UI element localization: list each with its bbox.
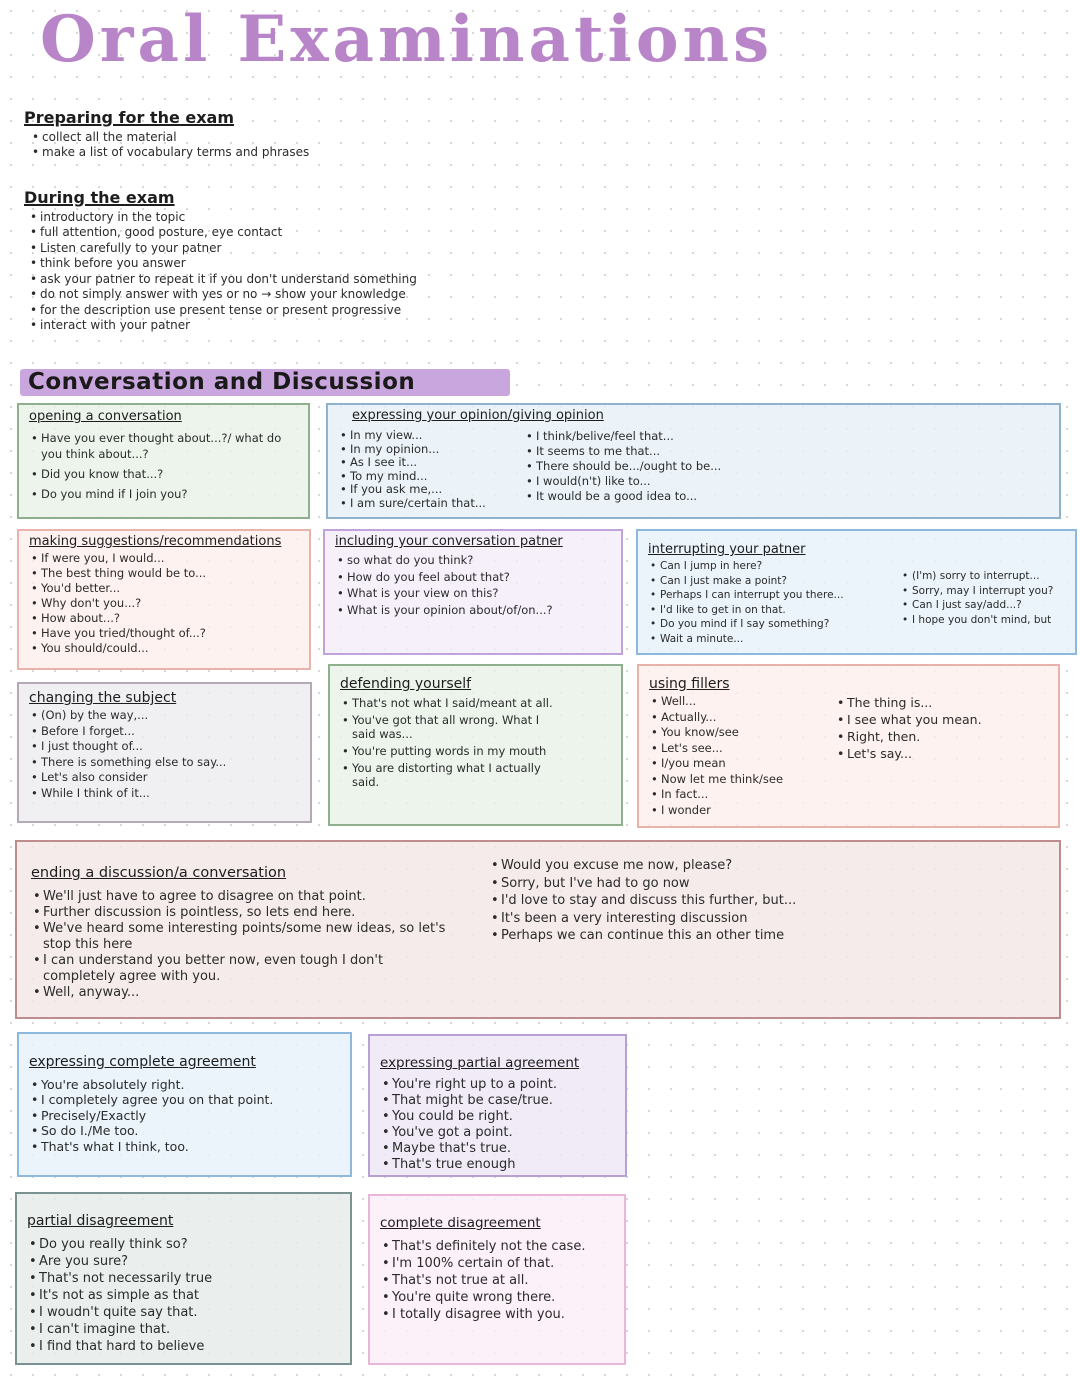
fillers-heading: using fillers (649, 676, 730, 692)
list-item: • do not simply answer with yes or no → show your knowledge (28, 287, 584, 303)
list-item: • Let's see... (649, 741, 835, 757)
list-item: • It's not as simple as that (27, 1287, 340, 1304)
defending-box (328, 664, 623, 826)
list-item: • It's been a very interesting discussion (489, 910, 989, 928)
list-item: • You're quite wrong there. (380, 1289, 614, 1306)
list-item: • I can understand you better now, even tough I don't completely agree with you. (31, 953, 443, 985)
list-item: • I wonder (649, 803, 835, 819)
list-item: • I am sure/certain that... (338, 497, 524, 511)
list-item: • That's what I think, too. (29, 1139, 340, 1155)
fillers-list-1 (649, 694, 835, 818)
list-item: • I see what you mean. (835, 711, 1035, 728)
list-item: • Sorry, but I've had to go now (489, 875, 989, 893)
suggestions-heading: making suggestions/recommendations (29, 534, 282, 549)
partial-agreement-list (380, 1077, 615, 1173)
suggestions-box (17, 529, 311, 670)
section-banner (20, 369, 510, 396)
list-item: • We've heard some interesting points/some new ideas, so let's stop this here (31, 921, 473, 953)
ending-heading: ending a discussion/a conversation (31, 865, 287, 881)
list-item: • I'm 100% certain of that. (380, 1255, 614, 1272)
suggestions-list (29, 551, 299, 656)
opening-box (17, 403, 310, 519)
list-item: • Actually... (649, 710, 835, 726)
including-box (323, 529, 623, 655)
list-item: • The thing is... (835, 694, 1035, 711)
list-item: • I just thought of... (29, 739, 300, 755)
list-item: • I think/belive/feel that... (524, 429, 844, 444)
opening-heading: opening a conversation (29, 409, 182, 424)
changing-subject-list (29, 708, 300, 801)
complete-disagreement-heading: complete disagreement (380, 1215, 541, 1231)
list-item: • Can I jump in here? (648, 559, 900, 574)
list-item: • Further discussion is pointless, so lets end here. (31, 905, 489, 921)
list-item: • Now let me think/see (649, 772, 835, 788)
list-item: • I would(n't) like to... (524, 474, 844, 489)
changing-subject-box (17, 682, 312, 823)
list-item: • How do you feel about that? (335, 569, 611, 586)
partial-agreement-box (368, 1034, 627, 1177)
opinion-list-1 (338, 429, 524, 510)
complete-agreement-list (29, 1077, 340, 1155)
list-item: • Do you mind if I join you? (29, 486, 298, 502)
expressing-opinion-heading: expressing your opinion/giving opinion (352, 408, 604, 423)
list-item: • Can I just say/add...? (900, 598, 1065, 613)
complete-disagreement-list (380, 1238, 614, 1323)
list-item: • Let's say... (835, 745, 1035, 762)
interrupting-list-1 (648, 559, 900, 646)
list-item: • Are you sure? (27, 1253, 340, 1270)
list-item: • I/you mean (649, 756, 835, 772)
list-item: • If you ask me,... (338, 483, 524, 497)
list-item: • Well... (649, 694, 835, 710)
list-item: • You've got that all wrong. What I said was... (340, 713, 562, 741)
list-item: • Right, then. (835, 728, 1035, 745)
list-item: • (On) by the way,... (29, 708, 300, 724)
list-item: • To my mind... (338, 470, 524, 484)
list-item: • Would you excuse me now, please? (489, 857, 989, 875)
list-item: • I completely agree you on that point. (29, 1092, 340, 1108)
list-item: • Do you really think so? (27, 1236, 340, 1253)
list-item: • In my opinion... (338, 443, 524, 457)
list-item: • How about...? (29, 611, 299, 626)
list-item: • You're absolutely right. (29, 1077, 340, 1093)
opinion-list-2 (524, 429, 844, 510)
list-item: • Have you ever thought about...?/ what do you think about...? (29, 430, 301, 462)
list-item: • You're right up to a point. (380, 1077, 615, 1093)
list-item: • I woudn't quite say that. (27, 1304, 340, 1321)
opening-list (29, 430, 298, 502)
list-item: • make a list of vocabulary terms and phrases (30, 145, 524, 161)
list-item: • That's not true at all. (380, 1272, 614, 1289)
preparing-list (24, 130, 524, 161)
interrupting-heading: interrupting your patner (648, 542, 806, 557)
list-item: • Have you tried/thought of...? (29, 626, 299, 641)
defending-list (340, 696, 611, 789)
list-item: • Let's also consider (29, 770, 300, 786)
list-item: • for the description use present tense or present progressive (28, 303, 584, 319)
including-heading: including your conversation patner (335, 534, 563, 549)
list-item: • As I see it... (338, 456, 524, 470)
list-item: • Wait a minute... (648, 632, 900, 647)
list-item: • There is something else to say... (29, 755, 300, 771)
list-item: • I'd love to stay and discuss this further, but... (489, 892, 989, 910)
list-item: • collect all the material (30, 130, 524, 146)
ending-list-2 (489, 857, 989, 1001)
list-item: • I hope you don't mind, but (900, 613, 1065, 628)
complete-agreement-box (17, 1032, 352, 1177)
list-item: • Did you know that...? (29, 466, 298, 482)
fillers-list-2 (835, 694, 1035, 818)
list-item: • That's not what I said/meant at all. (340, 696, 582, 710)
including-list (335, 552, 611, 618)
list-item: • So do I./Me too. (29, 1123, 340, 1139)
list-item: • Can I just make a point? (648, 574, 900, 589)
list-item: • You know/see (649, 725, 835, 741)
interrupting-box (636, 529, 1077, 655)
list-item: • full attention, good posture, eye contact (28, 225, 584, 241)
interrupting-list-2 (900, 569, 1065, 646)
list-item: • ask your patner to repeat it if you don't understand something (28, 272, 584, 288)
list-item: • If were you, I would... (29, 551, 299, 566)
list-item: • It would be a good idea to... (524, 489, 844, 504)
list-item: • That's definitely not the case. (380, 1238, 614, 1255)
list-item: • The best thing would be to... (29, 566, 299, 581)
defending-heading: defending yourself (340, 676, 472, 692)
list-item: • I find that hard to believe (27, 1338, 340, 1355)
list-item: • Well, anyway... (31, 985, 489, 1001)
changing-subject-heading: changing the subject (29, 690, 177, 706)
partial-disagreement-box (15, 1192, 352, 1365)
partial-disagreement-heading: partial disagreement (27, 1213, 174, 1229)
list-item: • I'd like to get in on that. (648, 603, 900, 618)
during-list (24, 210, 584, 334)
list-item: • Listen carefully to your patner (28, 241, 584, 257)
list-item: • so what do you think? (335, 552, 611, 569)
expressing-opinion-box (326, 403, 1061, 519)
list-item: • (I'm) sorry to interrupt... (900, 569, 1065, 584)
list-item: • I can't imagine that. (27, 1321, 340, 1338)
list-item: • You're putting words in my mouth (340, 744, 572, 758)
list-item: • What is your view on this? (335, 585, 611, 602)
list-item: • What is your opinion about/of/on...? (335, 602, 611, 619)
ending-list-1 (31, 889, 489, 1001)
preparing-section (24, 110, 524, 161)
list-item: • While I think of it... (29, 786, 300, 802)
list-item: • Before I forget... (29, 724, 300, 740)
partial-disagreement-list (27, 1236, 340, 1355)
preparing-heading: Preparing for the exam (24, 108, 235, 127)
list-item: • We'll just have to agree to disagree on that point. (31, 889, 489, 905)
list-item: • Maybe that's true. (380, 1141, 615, 1157)
list-item: • I totally disagree with you. (380, 1306, 614, 1323)
list-item: • Perhaps I can interrupt you there... (648, 588, 900, 603)
list-item: • You've got a point. (380, 1125, 615, 1141)
ending-box (15, 840, 1061, 1019)
list-item: • That might be case/true. (380, 1093, 615, 1109)
complete-disagreement-box (368, 1194, 626, 1365)
list-item: • You are distorting what I actually said. (340, 761, 562, 789)
list-item: • You should/could... (29, 641, 299, 656)
complete-agreement-heading: expressing complete agreement (29, 1054, 256, 1070)
list-item: • That's true enough (380, 1157, 615, 1173)
list-item: • introductory in the topic (28, 210, 584, 226)
fillers-box (637, 664, 1060, 828)
list-item: • You could be right. (380, 1109, 615, 1125)
list-item: • Why don't you...? (29, 596, 299, 611)
list-item: • In fact... (649, 787, 835, 803)
page-title: Oral Examinations (40, 2, 774, 77)
list-item: • Precisely/Exactly (29, 1108, 340, 1124)
banner-title: Conversation and Discussion (28, 369, 416, 395)
during-section (24, 190, 584, 334)
list-item: • Sorry, may I interrupt you? (900, 584, 1065, 599)
partial-agreement-heading: expressing partial agreement (380, 1055, 580, 1071)
list-item: • think before you answer (28, 256, 584, 272)
list-item: • There should be.../ought to be... (524, 459, 844, 474)
list-item: • You'd better... (29, 581, 299, 596)
list-item: • In my view... (338, 429, 524, 443)
list-item: • That's not necessarily true (27, 1270, 340, 1287)
during-heading: During the exam (24, 188, 175, 207)
list-item: • interact with your patner (28, 318, 584, 334)
list-item: • Do you mind if I say something? (648, 617, 900, 632)
list-item: • It seems to me that... (524, 444, 844, 459)
list-item: • Perhaps we can continue this an other time (489, 927, 989, 945)
